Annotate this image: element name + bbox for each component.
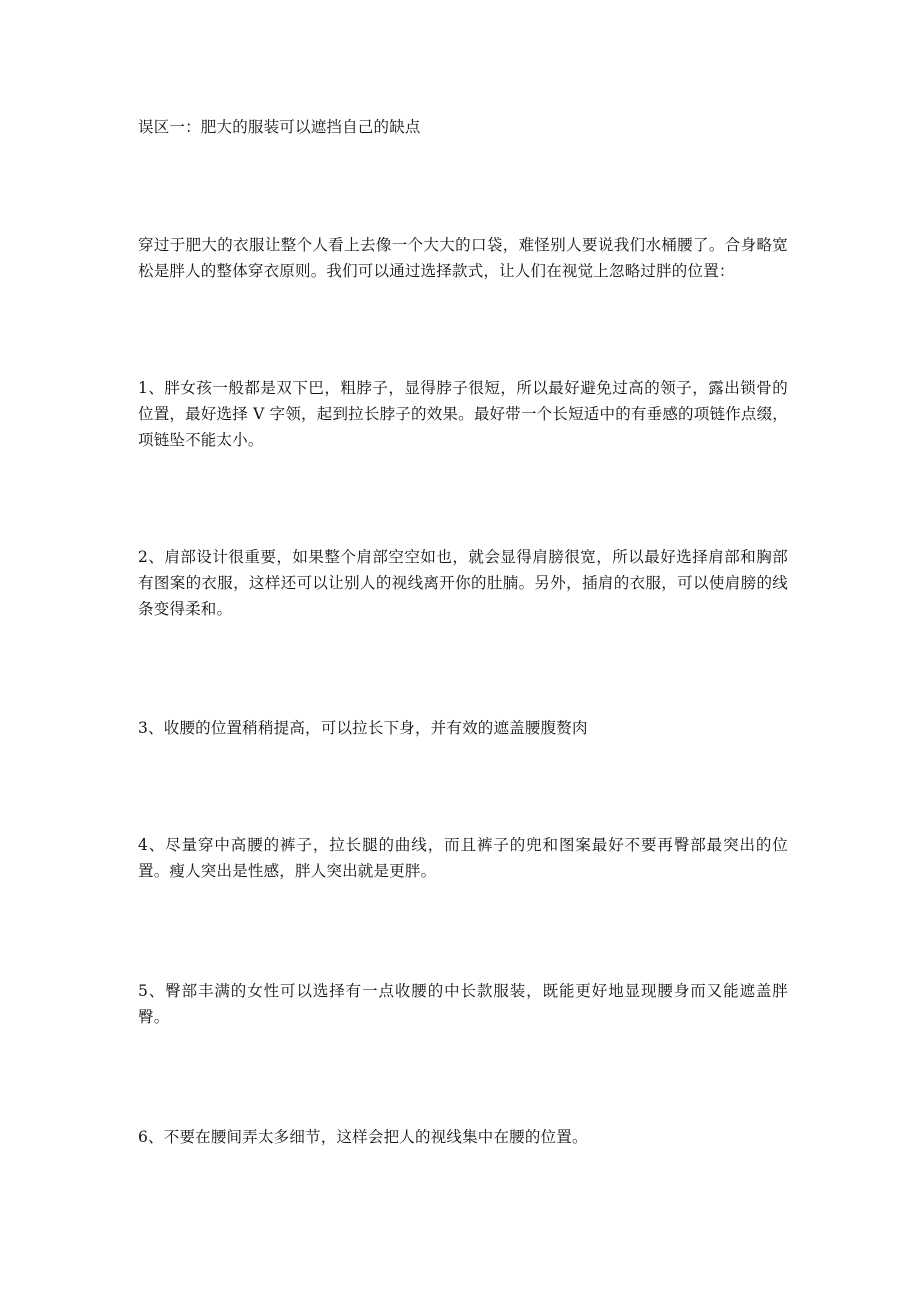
tip-paragraph-1: 1、胖女孩一般都是双下巴，粗脖子，显得脖子很短，所以最好避免过高的领子，露出锁骨的位置，最好选择 V 字领，起到拉长脖子的效果。最好带一个长短适中的有垂感的项链作点缀，项链坠不能太小。 (138, 379, 788, 449)
tip-paragraph-4: 4、尽量穿中高腰的裤子，拉长腿的曲线，而且裤子的兜和图案最好不要再臀部最突出的位置。瘦人突出是性感，胖人突出就是更胖。 (138, 836, 788, 880)
section-heading: 误区一：肥大的服装可以遮挡自己的缺点 (138, 118, 421, 136)
tip-paragraph-6: 6、不要在腰间弄太多细节，这样会把人的视线集中在腰的位置。 (138, 1128, 588, 1146)
tip-paragraph-3: 3、收腰的位置稍稍提高，可以拉长下身，并有效的遮盖腰腹赘肉 (138, 719, 588, 737)
intro-paragraph: 穿过于肥大的衣服让整个人看上去像一个大大的口袋，难怪别人要说我们水桶腰了。合身略宽松是胖人的整体穿衣原则。我们可以通过选择款式，让人们在视觉上忽略过胖的位置： (138, 236, 788, 280)
tip-paragraph-2: 2、肩部设计很重要，如果整个肩部空空如也，就会显得肩膀很宽，所以最好选择肩部和胸部有图案的衣服，这样还可以让别人的视线离开你的肚腩。另外，插肩的衣服，可以使肩膀的线条变得柔和。 (138, 548, 788, 618)
tip-paragraph-5: 5、臀部丰满的女性可以选择有一点收腰的中长款服装，既能更好地显现腰身而又能遮盖胖臀。 (138, 982, 788, 1026)
